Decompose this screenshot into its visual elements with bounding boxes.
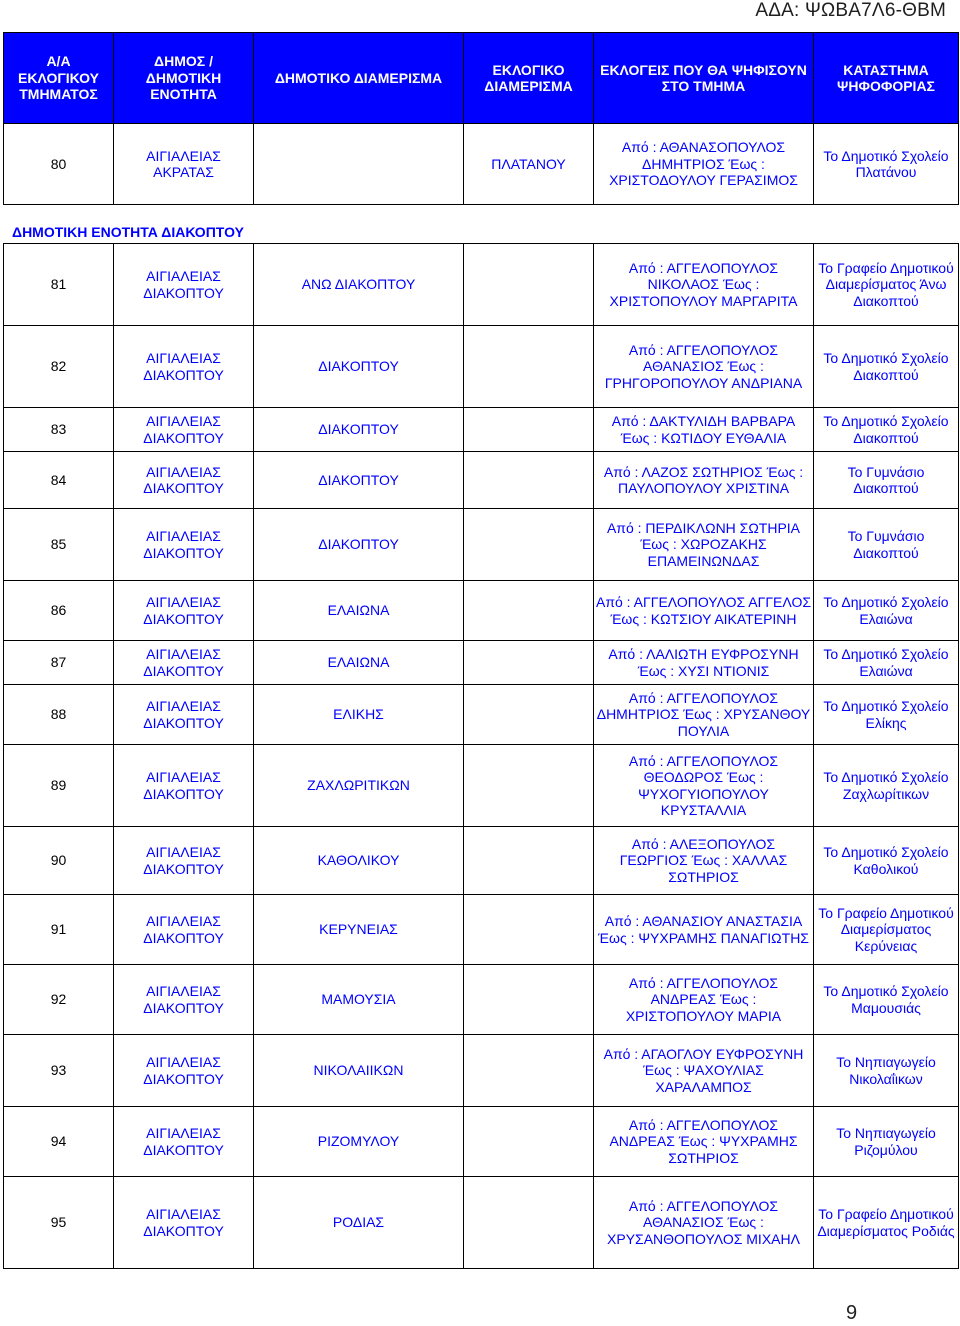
row-number: 86	[4, 581, 114, 641]
row-number: 95	[4, 1177, 114, 1269]
col-header-municipality: ΔΗΜΟΣ / ΔΗΜΟΤΙΚΗ ΕΝΟΤΗΤΑ	[114, 33, 254, 124]
row-station: Το Δημοτικό Σχολείο Διακοπτού	[814, 326, 959, 408]
row-municipality: ΑΙΓΙΑΛΕΙΑΣ ΔΙΑΚΟΠΤΟΥ	[114, 509, 254, 581]
row-voters: Από : ΑΓΓΕΛΟΠΟΥΛΟΣ ΘΕΟΔΩΡΟΣ Έως : ΨΥΧΟΓΥΙΟΠΟΥΛΟΥ ΚΡΥΣΤΑΛΛΙΑ	[594, 745, 814, 827]
row-district: ΝΙΚΟΛΑΙΙΚΩΝ	[254, 1035, 464, 1107]
row-district: ΚΑΘΟΛΙΚΟΥ	[254, 827, 464, 895]
row-number: 92	[4, 965, 114, 1035]
table-row	[4, 641, 959, 685]
table-row	[4, 452, 959, 509]
row-municipality: ΑΙΓΙΑΛΕΙΑΣ ΔΙΑΚΟΠΤΟΥ	[114, 745, 254, 827]
row-municipality: ΑΙΓΙΑΛΕΙΑΣ ΔΙΑΚΟΠΤΟΥ	[114, 895, 254, 965]
row-district: ΑΝΩ ΔΙΑΚΟΠΤΟΥ	[254, 244, 464, 326]
row-station: Το Γυμνάσιο Διακοπτού	[814, 452, 959, 509]
row-station: Το Γυμνάσιο Διακοπτού	[814, 509, 959, 581]
row-voters: Από : ΑΓΓΕΛΟΠΟΥΛΟΣ ΑΘΑΝΑΣΙΟΣ Έως : ΓΡΗΓΟΡΟΠΟΥΛΟΥ ΑΝΔΡΙΑΝΑ	[594, 326, 814, 408]
row-electoral	[464, 452, 594, 509]
row-district: ΡΟΔΙΑΣ	[254, 1177, 464, 1269]
row-voters: Από : ΑΘΑΝΑΣΟΠΟΥΛΟΣ ΔΗΜΗΤΡΙΟΣ Έως : ΧΡΙΣΤΟΔΟΥΛΟΥ ΓΕΡΑΣΙΜΟΣ	[594, 124, 814, 205]
page-number: 9	[846, 1302, 858, 1324]
row-electoral	[464, 1177, 594, 1269]
table-row	[4, 1177, 959, 1269]
row-electoral	[464, 1107, 594, 1177]
table-row	[4, 124, 959, 205]
row-electoral: ΠΛΑΤΑΝΟΥ	[464, 124, 594, 205]
row-municipality: ΑΙΓΙΑΛΕΙΑΣ ΔΙΑΚΟΠΤΟΥ	[114, 452, 254, 509]
row-number: 88	[4, 685, 114, 745]
row-district: ΔΙΑΚΟΠΤΟΥ	[254, 326, 464, 408]
row-voters: Από : ΑΘΑΝΑΣΙΟΥ ΑΝΑΣΤΑΣΙΑ Έως : ΨΥΧΡΑΜΗΣ ΠΑΝΑΓΙΩΤΗΣ	[594, 895, 814, 965]
row-station: Το Δημοτικό Σχολείο Μαμουσιάς	[814, 965, 959, 1035]
polling-table	[3, 243, 959, 1269]
table-row	[4, 895, 959, 965]
row-voters: Από : ΑΓΓΕΛΟΠΟΥΛΟΣ ΝΙΚΟΛΑΟΣ Έως : ΧΡΙΣΤΟΠΟΥΛΟΥ ΜΑΡΓΑΡΙΤΑ	[594, 244, 814, 326]
table-row	[4, 509, 959, 581]
row-electoral	[464, 965, 594, 1035]
table-row	[4, 1035, 959, 1107]
row-voters: Από : ΛΑΖΟΣ ΣΩΤΗΡΙΟΣ Έως : ΠΑΥΛΟΠΟΥΛΟΥ ΧΡΙΣΤΙΝΑ	[594, 452, 814, 509]
row-number: 83	[4, 408, 114, 452]
row-electoral	[464, 509, 594, 581]
row-station: Το Δημοτικό Σχολείο Ελαιώνα	[814, 581, 959, 641]
row-municipality: ΑΙΓΙΑΛΕΙΑΣ ΔΙΑΚΟΠΤΟΥ	[114, 581, 254, 641]
row-district: ΕΛΙΚΗΣ	[254, 685, 464, 745]
row-station: Το Γραφείο Δημοτικού Διαμερίσματος Κερύνειας	[814, 895, 959, 965]
row-electoral	[464, 1035, 594, 1107]
col-header-station: ΚΑΤΑΣΤΗΜΑ ΨΗΦΟΦΟΡΙΑΣ	[814, 33, 959, 124]
row-municipality: ΑΙΓΙΑΛΕΙΑΣ ΔΙΑΚΟΠΤΟΥ	[114, 408, 254, 452]
row-number: 91	[4, 895, 114, 965]
row-number: 85	[4, 509, 114, 581]
row-electoral	[464, 408, 594, 452]
row-electoral	[464, 244, 594, 326]
row-district: ΕΛΑΙΩΝΑ	[254, 581, 464, 641]
row-voters: Από : ΑΓΓΕΛΟΠΟΥΛΟΣ ΑΝΔΡΕΑΣ Έως : ΨΥΧΡΑΜΗΣ ΣΩΤΗΡΙΟΣ	[594, 1107, 814, 1177]
row-municipality: ΑΙΓΙΑΛΕΙΑΣ ΔΙΑΚΟΠΤΟΥ	[114, 827, 254, 895]
row-station: Το Δημοτικό Σχολείο Ζαχλωρίτικων	[814, 745, 959, 827]
row-voters: Από : ΔΑΚΤΥΛΙΔΗ ΒΑΡΒΑΡΑ Έως : ΚΩΤΙΔΟΥ ΕΥΘΑΛΙΑ	[594, 408, 814, 452]
row-station: Το Γραφείο Δημοτικού Διαμερίσματος Άνω Διακοπτού	[814, 244, 959, 326]
row-number: 89	[4, 745, 114, 827]
col-header-district: ΔΗΜΟΤΙΚΟ ΔΙΑΜΕΡΙΣΜΑ	[254, 33, 464, 124]
row-number: 90	[4, 827, 114, 895]
section-title: ΔΗΜΟΤΙΚΗ ΕΝΟΤΗΤΑ ΔΙΑΚΟΠΤΟΥ	[12, 224, 244, 240]
row-municipality: ΑΙΓΙΑΛΕΙΑΣ ΔΙΑΚΟΠΤΟΥ	[114, 965, 254, 1035]
row-district: ΚΕΡΥΝΕΙΑΣ	[254, 895, 464, 965]
row-number: 87	[4, 641, 114, 685]
row-station: Το Δημοτικό Σχολείο Καθολικού	[814, 827, 959, 895]
table-row	[4, 965, 959, 1035]
col-header-electoral: ΕΚΛΟΓΙΚΟ ΔΙΑΜΕΡΙΣΜΑ	[464, 33, 594, 124]
row-number: 93	[4, 1035, 114, 1107]
row-station: Το Δημοτικό Σχολείο Ελαιώνα	[814, 641, 959, 685]
row-district: ΜΑΜΟΥΣΙΑ	[254, 965, 464, 1035]
row-district: ΔΙΑΚΟΠΤΟΥ	[254, 509, 464, 581]
row-voters: Από : ΑΓΓΕΛΟΠΟΥΛΟΣ ΑΘΑΝΑΣΙΟΣ Έως : ΧΡΥΣΑΝΘΟΠΟΥΛΟΣ ΜΙΧΑΗΛ	[594, 1177, 814, 1269]
row-voters: Από : ΑΓΑΟΓΛΟΥ ΕΥΦΡΟΣΥΝΗ Έως : ΨΑΧΟΥΛΙΑΣ ΧΑΡΑΛΑΜΠΟΣ	[594, 1035, 814, 1107]
row-electoral	[464, 641, 594, 685]
row-municipality: ΑΙΓΙΑΛΕΙΑΣ ΔΙΑΚΟΠΤΟΥ	[114, 1035, 254, 1107]
row-voters: Από : ΛΑΛΙΩΤΗ ΕΥΦΡΟΣΥΝΗ Έως : ΧΥΣΙ ΝΤΙΟΝΙΣ	[594, 641, 814, 685]
row-electoral	[464, 745, 594, 827]
polling-rows	[4, 244, 959, 1269]
row-district: ΕΛΑΙΩΝΑ	[254, 641, 464, 685]
row-station: Το Νηπιαγωγείο Νικολαΐικων	[814, 1035, 959, 1107]
table-row	[4, 244, 959, 326]
header-table	[3, 32, 959, 205]
row-electoral	[464, 581, 594, 641]
row-municipality: ΑΙΓΙΑΛΕΙΑΣ ΔΙΑΚΟΠΤΟΥ	[114, 1107, 254, 1177]
row-voters: Από : ΠΕΡΔΙΚΛΩΝΗ ΣΩΤΗΡΙΑ Έως : ΧΩΡΟΖΑΚΗΣ ΕΠΑΜΕΙΝΩΝΔΑΣ	[594, 509, 814, 581]
row-electoral	[464, 895, 594, 965]
table-row	[4, 408, 959, 452]
row-electoral	[464, 685, 594, 745]
table-row	[4, 581, 959, 641]
table-row	[4, 1107, 959, 1177]
col-header-voters: ΕΚΛΟΓΕΙΣ ΠΟΥ ΘΑ ΨΗΦΙΣΟΥΝ ΣΤΟ ΤΜΗΜΑ	[594, 33, 814, 124]
row-district: ΡΙΖΟΜΥΛΟΥ	[254, 1107, 464, 1177]
row-voters: Από : ΑΓΓΕΛΟΠΟΥΛΟΣ ΔΗΜΗΤΡΙΟΣ Έως : ΧΡΥΣΑΝΘΟΥ ΠΟΥΛΙΑ	[594, 685, 814, 745]
row-station: Το Νηπιαγωγείο Ριζομύλου	[814, 1107, 959, 1177]
row-station: Το Δημοτικό Σχολείο Ελίκης	[814, 685, 959, 745]
row-voters: Από : ΑΓΓΕΛΟΠΟΥΛΟΣ ΑΝΔΡΕΑΣ Έως : ΧΡΙΣΤΟΠΟΥΛΟΥ ΜΑΡΙΑ	[594, 965, 814, 1035]
row-district	[254, 124, 464, 205]
row-number: 82	[4, 326, 114, 408]
ada-code: ΑΔΑ: ΨΩΒΑ7Λ6-ΘΒΜ	[755, 0, 946, 21]
row-district: ΔΙΑΚΟΠΤΟΥ	[254, 408, 464, 452]
row-electoral	[464, 827, 594, 895]
col-header-number: Α/Α ΕΚΛΟΓΙΚΟΥ ΤΜΗΜΑΤΟΣ	[4, 33, 114, 124]
row-municipality: ΑΙΓΙΑΛΕΙΑΣ ΔΙΑΚΟΠΤΟΥ	[114, 1177, 254, 1269]
row-voters: Από : ΑΛΕΞΟΠΟΥΛΟΣ ΓΕΩΡΓΙΟΣ Έως : ΧΑΛΛΑΣ ΣΩΤΗΡΙΟΣ	[594, 827, 814, 895]
row-number: 80	[4, 124, 114, 205]
row-number: 84	[4, 452, 114, 509]
table-row	[4, 827, 959, 895]
row-municipality: ΑΙΓΙΑΛΕΙΑΣ ΔΙΑΚΟΠΤΟΥ	[114, 641, 254, 685]
row-station: Το Δημοτικό Σχολείο Πλατάνου	[814, 124, 959, 205]
row-voters: Από : ΑΓΓΕΛΟΠΟΥΛΟΣ ΑΓΓΕΛΟΣ Έως : ΚΩΤΣΙΟΥ ΑΙΚΑΤΕΡΙΝΗ	[594, 581, 814, 641]
row-municipality: ΑΙΓΙΑΛΕΙΑΣ ΔΙΑΚΟΠΤΟΥ	[114, 685, 254, 745]
row-district: ΔΙΑΚΟΠΤΟΥ	[254, 452, 464, 509]
row-number: 81	[4, 244, 114, 326]
row-number: 94	[4, 1107, 114, 1177]
row-municipality: ΑΙΓΙΑΛΕΙΑΣ ΑΚΡΑΤΑΣ	[114, 124, 254, 205]
row-station: Το Γραφείο Δημοτικού Διαμερίσματος Ροδιάς	[814, 1177, 959, 1269]
row-station: Το Δημοτικό Σχολείο Διακοπτού	[814, 408, 959, 452]
row-municipality: ΑΙΓΙΑΛΕΙΑΣ ΔΙΑΚΟΠΤΟΥ	[114, 244, 254, 326]
row-municipality: ΑΙΓΙΑΛΕΙΑΣ ΔΙΑΚΟΠΤΟΥ	[114, 326, 254, 408]
header-row	[4, 33, 959, 124]
table-row	[4, 326, 959, 408]
row-electoral	[464, 326, 594, 408]
table-row	[4, 685, 959, 745]
table-row	[4, 745, 959, 827]
row-district: ΖΑΧΛΩΡΙΤΙΚΩΝ	[254, 745, 464, 827]
